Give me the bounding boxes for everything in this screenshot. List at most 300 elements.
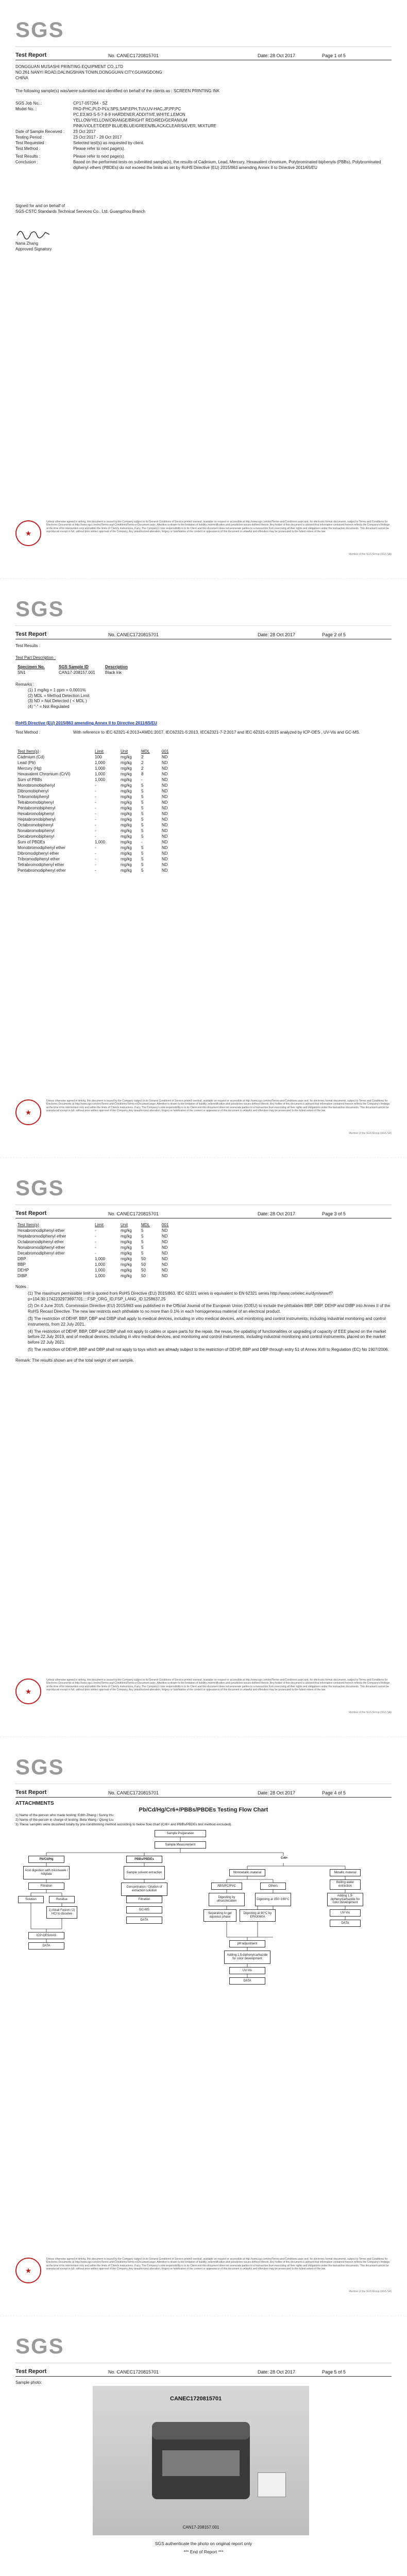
report-page-5 xyxy=(0,2316,407,2576)
table-row xyxy=(15,783,180,789)
report-header xyxy=(15,2368,392,2375)
member-text: Member of the SGS Group (SGS SA) xyxy=(349,1132,392,1136)
table-cell: Tetrabromobiphenyl xyxy=(18,800,54,805)
ruler-image xyxy=(258,2472,286,2497)
table-row xyxy=(15,794,180,800)
report-header xyxy=(15,631,392,638)
table-cell: ND xyxy=(162,1228,168,1233)
table-cell: 5 xyxy=(141,1228,144,1233)
report-header xyxy=(15,1210,392,1217)
table-cell: DIBP xyxy=(18,1274,27,1278)
table-cell: mg/kg xyxy=(121,862,132,867)
table-cell: ND xyxy=(162,857,168,861)
detail-row: Date of Sample Received : 23 Oct 2017 xyxy=(15,129,96,134)
detail-row: Test Results : Please refer to next page(s). xyxy=(15,154,125,159)
table-cell: 5 xyxy=(141,845,144,850)
table-cell: mg/kg xyxy=(121,800,132,805)
table-cell: Decabromobiphenyl xyxy=(18,834,55,839)
report-header xyxy=(15,52,392,59)
sgs-logo: SGS xyxy=(15,18,64,42)
table-cell: Lead (Pb) xyxy=(18,760,36,765)
sgs-seal-icon: ★ xyxy=(15,1679,41,1704)
specimen-row: SN1 CAN17-208157.001 Black ink xyxy=(18,670,122,675)
table-row xyxy=(15,868,180,874)
sgs-seal-icon: ★ xyxy=(15,2258,41,2283)
cr6-label: Cr6+ xyxy=(281,1857,288,1860)
table-cell: 5 xyxy=(141,800,144,805)
table-row xyxy=(15,1234,180,1240)
report-page-4 xyxy=(0,1737,407,2316)
method-label: Test Method : xyxy=(15,730,41,735)
page-number: Page 3 of 5 xyxy=(322,1211,346,1216)
alkali-fusion-box: 1) Alkali Fusion / 2) HCl to dissolve xyxy=(46,1906,77,1919)
table-cell: ND xyxy=(162,1262,168,1267)
flow-note: 2) Name of the person in charge of testing: Beta Wang / Qiong Liu xyxy=(15,1818,114,1822)
report-title: Test Report xyxy=(15,631,47,637)
data-box: DATA xyxy=(126,1917,162,1924)
table-cell: 5 xyxy=(141,828,144,833)
table-row xyxy=(15,800,180,806)
table-cell: Cadmium (Cd) xyxy=(18,755,45,759)
table-cell: - xyxy=(95,1240,96,1244)
ink-can-image xyxy=(152,2422,250,2499)
table-cell: - xyxy=(141,777,143,782)
table-cell: mg/kg xyxy=(121,755,132,759)
report-date: Date: 28 Oct 2017 xyxy=(258,1211,296,1216)
table-cell: Monobromodiphenyl ether xyxy=(18,845,65,850)
table-cell: - xyxy=(95,845,96,850)
table-cell: 50 xyxy=(141,1262,146,1267)
specimen-table xyxy=(15,665,392,676)
table-cell: 5 xyxy=(141,789,144,793)
remark-item: (2) MDL = Method Detection Limit xyxy=(28,693,90,698)
table-cell: ND xyxy=(162,834,168,839)
table-cell: Hexabromobiphenyl xyxy=(18,811,55,816)
remark-text: Remark: The results shown are of the total weight of wet sample. xyxy=(15,1358,134,1363)
report-date: Date: 28 Oct 2017 xyxy=(258,1790,296,1795)
table-cell: - xyxy=(95,794,96,799)
table-cell: ND xyxy=(162,1268,168,1273)
table-cell: ND xyxy=(162,811,168,816)
report-title: Test Report xyxy=(15,1210,47,1216)
table-cell: - xyxy=(95,862,96,867)
table-cell: mg/kg xyxy=(121,1240,132,1244)
table-cell: 5 xyxy=(141,868,144,873)
detail-row: Test Method : Please refer to next page(s). xyxy=(15,146,125,151)
table-cell: 5 xyxy=(141,862,144,867)
note-item: (4) The restriction of DEHP, BBP, DBP and DIBP shall not apply to cables or spare parts for the repair, the reuse, the updating of functionalities or upgrading of capacity of EEE placed on the market before 22 July 2019, and of medical devices, including in vitro medical devices, and monitoring and control instruments, including industrial monitoring and control instruments, placed on the market before 22 July 2021. xyxy=(28,1329,386,1345)
detail-row: Model No. : PAD-PHC,PLD-PLV,SPS,SAP,EPH,TUV,UV-HAC,JP,PP,PC xyxy=(15,107,181,111)
notes-label: Notes : xyxy=(15,1284,29,1289)
signed-for-label: Signed for and on behalf of xyxy=(15,204,65,208)
legal-fine-print: Unless otherwise agreed in writing, this document is issued by the Company subject to its General Conditions of Service printed overleaf, available on request or accessible at http://www.sgs.com/en/Terms-and-Conditions.aspx and, for electronic format documents, subject to Terms and Conditions for Electronic Documents at http://www.sgs.com/en/Terms-and-Conditions/Terms-e-Document.aspx. Attention is drawn to the limitation of liability, indemnification and jurisdiction issues defined therein. Any holder of this document is advised that information contained hereon reflects the Company's findings at the time of its intervention only and within the limits of Client's instructions, if any. The Company's sole responsibility is to its Client and this document does not exonerate parties to a transaction from exercising all their rights and obligations under the transaction documents. This document cannot be reproduced except in full, without prior written approval of the Company. Any unauthorized alteration, forgery or falsification of the content or appearance of this document is unlawful and offenders may be prosecuted to the fullest extent of the law. xyxy=(46,1679,390,1691)
abs-pc-pvc-box: ABS/PC/PVC xyxy=(211,1883,242,1890)
filtration-box: Filtration xyxy=(28,1883,64,1890)
detail-row: PC,E3,M3-S-5-7-8-9 HARDENER,ADDITIVE,WHITE,LEMON xyxy=(73,112,185,117)
table-cell: Mercury (Hg) xyxy=(18,766,42,771)
ph-adjustment-box: pH adjustment xyxy=(229,1940,265,1947)
conclusion-row: Conclusion : Based on the performed tests on submitted sample(s), the results of Cadmium, Lead, Mercury, Hexavalent chromium, Polybrominated biphenyls (PBBs), Polybrominated diphenyl ethers (PBDEs) do not exceed the limits as set by RoHS Directive (EU) 2015/863 amending Annex II to Directive 2011/65/EU xyxy=(15,160,381,170)
table-cell: ND xyxy=(162,766,168,771)
table-cell: - xyxy=(95,851,96,856)
table-row xyxy=(15,1274,180,1279)
residue-box: Residue xyxy=(49,1896,75,1903)
table-row xyxy=(15,1262,180,1268)
divider xyxy=(15,625,392,626)
table-cell: - xyxy=(95,1245,96,1250)
table-cell: mg/kg xyxy=(121,1257,132,1261)
flow-note: 1) Name of the person who made testing: Edith Zhang / Sunny Hu xyxy=(15,1814,114,1817)
notes xyxy=(15,1284,392,1364)
legal-footer xyxy=(15,520,392,556)
report-header xyxy=(15,1789,392,1796)
table-cell: mg/kg xyxy=(121,777,132,782)
report-number: No. CANEC1720815701 xyxy=(108,1211,159,1216)
table-header-row: Test Item(s) Limit Unit MDL 001 xyxy=(18,749,169,754)
table-row xyxy=(15,766,180,772)
table-cell: BBP xyxy=(18,1262,26,1267)
filtration-box: Filtration xyxy=(126,1896,162,1903)
sample-preparation-box: Sample Preparation xyxy=(155,1830,206,1837)
table-cell: - xyxy=(141,840,143,844)
table-cell: - xyxy=(95,1234,96,1239)
table-row xyxy=(15,857,180,862)
table-cell: ND xyxy=(162,1240,168,1244)
table-cell: Dibromodiphenyl ether xyxy=(18,851,59,856)
table-cell: 8 xyxy=(141,772,144,776)
table-cell: 1,000 xyxy=(95,760,106,765)
table-cell: 5 xyxy=(141,811,144,816)
table-cell: Sum of PBBs xyxy=(18,777,42,782)
table-cell: ND xyxy=(162,851,168,856)
table-cell: 5 xyxy=(141,1240,144,1244)
table-cell: mg/kg xyxy=(121,1268,132,1273)
legal-fine-print: Unless otherwise agreed in writing, this document is issued by the Company subject to its General Conditions of Service printed overleaf, available on request or accessible at http://www.sgs.com/en/Terms-and-Conditions.aspx and, for electronic format documents, subject to Terms and Conditions for Electronic Documents at http://www.sgs.com/en/Terms-and-Conditions/Terms-e-Document.aspx. Attention is drawn to the limitation of liability, indemnification and jurisdiction issues defined therein. Any holder of this document is advised that information contained hereon reflects the Company's findings at the time of its intervention only and within the limits of Client's instructions, if any. The Company's sole responsibility is to its Client and this document does not exonerate parties to a transaction from exercising all their rights and obligations under the transaction documents. This document cannot be reproduced except in full, without prior written approval of the Company. Any unauthorized alteration, forgery or falsification of the content or appearance of this document is unlawful and offenders may be prosecuted to the fullest extent of the law. xyxy=(46,2258,390,2270)
table-cell: - xyxy=(95,789,96,793)
table-cell: 5 xyxy=(141,783,144,788)
color-development-box: Adding 1,5-diphenylcarbazide for color development xyxy=(224,1951,270,1964)
test-method xyxy=(15,730,392,742)
legal-fine-print: Unless otherwise agreed in writing, this document is issued by the Company subject to its General Conditions of Service printed overleaf, available on request or accessible at http://www.sgs.com/en/Terms-and-Conditions.aspx and, for electronic format documents, subject to Terms and Conditions for Electronic Documents at http://www.sgs.com/en/Terms-and-Conditions/Terms-e-Document.aspx. Attention is drawn to the limitation of liability, indemnification and jurisdiction issues defined therein. Any holder of this document is advised that information contained hereon reflects the Company's findings at the time of its intervention only and within the limits of Client's instructions, if any. The Company's sole responsibility is to its Client and this document does not exonerate parties to a transaction from exercising all their rights and obligations under the transaction documents. This document cannot be reproduced except in full, without prior written approval of the Company. Any unauthorized alteration, forgery or falsification of the content or appearance of this document is unlawful and offenders may be prosecuted to the fullest extent of the law. xyxy=(46,520,390,533)
sample-measurement-box: Sample Measurement xyxy=(155,1841,206,1849)
attachments-title: ATTACHMENTS xyxy=(15,1801,54,1806)
table-cell: - xyxy=(95,783,96,788)
table-cell: Decabromodiphenyl ether xyxy=(18,1251,65,1256)
table-cell: ND xyxy=(162,1257,168,1261)
table-cell: Dibromobiphenyl xyxy=(18,789,49,793)
report-number: No. CANEC1720815701 xyxy=(108,2369,159,2375)
detail-row: YELLOW/YELLOW/ORANGE/BRIGHT RED/RED/GERANIUM xyxy=(73,118,188,123)
divider xyxy=(15,2376,392,2377)
table-cell: mg/kg xyxy=(121,772,132,776)
table-cell: 5 xyxy=(141,823,144,827)
photo-sample-id: CAN17-208157.001 xyxy=(182,2525,219,2530)
legal-footer xyxy=(15,1679,392,1715)
rohs-title: RoHS Directive (EU) 2015/863 amending Annex II to Directive 2011/65/EU xyxy=(15,721,157,725)
digesting-ultrasonication-box: Digesting by ultrasonication xyxy=(209,1893,245,1906)
page-number: Page 5 of 5 xyxy=(322,2369,346,2375)
table-cell: mg/kg xyxy=(121,823,132,827)
table-cell: mg/kg xyxy=(121,1274,132,1278)
data-box: DATA xyxy=(330,1920,361,1927)
end-of-report: *** End of Report *** xyxy=(183,2549,224,2554)
table-cell: Octabromodiphenyl ether xyxy=(18,1240,64,1244)
table-row xyxy=(15,834,180,840)
nonmetallic-material-box: Nonmetallic material xyxy=(229,1869,265,1876)
table-cell: ND xyxy=(162,817,168,822)
table-cell: mg/kg xyxy=(121,868,132,873)
table-cell: Nonabromobiphenyl xyxy=(18,828,55,833)
table-cell: 1,000 xyxy=(95,777,106,782)
table-cell: Heptabromodiphenyl ether xyxy=(18,1234,66,1239)
table-row xyxy=(15,777,180,783)
table-cell: Tribromodiphenyl ether xyxy=(18,857,60,861)
signature-block xyxy=(15,204,392,252)
table-cell: 50 xyxy=(141,1257,146,1261)
table-cell: mg/kg xyxy=(121,794,132,799)
table-cell: - xyxy=(95,811,96,816)
table-cell: - xyxy=(95,834,96,839)
table-cell: mg/kg xyxy=(121,1251,132,1256)
others-box: Others xyxy=(260,1883,286,1890)
table-cell: 100 xyxy=(95,755,102,759)
table-cell: Pentabromodiphenyl ether xyxy=(18,868,66,873)
flow-notes xyxy=(15,1814,392,1827)
table-row xyxy=(15,862,180,868)
table-cell: - xyxy=(95,800,96,805)
table-cell: - xyxy=(95,823,96,827)
client-country: CHINA xyxy=(15,75,28,80)
table-row xyxy=(15,1268,180,1274)
sgs-logo: SGS xyxy=(15,597,64,621)
table-cell: 2 xyxy=(141,760,144,765)
table-cell: Monobromobiphenyl xyxy=(18,783,55,788)
test-part-label: Test Part Description : xyxy=(15,655,56,660)
test-results-label: Test Results : xyxy=(15,643,41,648)
table-cell: Tetrabromodiphenyl ether xyxy=(18,862,64,867)
remark-item: (1) 1 mg/kg = 1 ppm = 0.0001% xyxy=(28,687,86,692)
note-item: (2) On 4 June 2015, Commission Directive (EU) 2015/863 was published in the Official Journal of the European Union (OJEU) to include the phthalates BBP, DBP, DEHP and DIBP into Annex II of the RoHS Recast Directive. The new law restricts each phthalate to no more than 0.1% in each homogeneous material of an electrical product. xyxy=(28,1303,391,1314)
table-row xyxy=(15,1245,180,1251)
table-cell: - xyxy=(95,1228,96,1233)
report-date: Date: 28 Oct 2017 xyxy=(258,53,296,58)
table-cell: mg/kg xyxy=(121,845,132,850)
legal-footer xyxy=(15,1099,392,1136)
table-cell: 5 xyxy=(141,817,144,822)
table-cell: DBP xyxy=(18,1257,26,1261)
table-cell: ND xyxy=(162,862,168,867)
sgs-seal-icon: ★ xyxy=(15,520,41,546)
table-row xyxy=(15,845,180,851)
table-cell: mg/kg xyxy=(121,806,132,810)
photo-report-id: CANEC1720815701 xyxy=(170,2396,222,2402)
remarks xyxy=(15,682,392,710)
table-row xyxy=(15,811,180,817)
pbbs-pbdes-box: PBBs/PBDEs xyxy=(126,1856,162,1863)
table-cell: mg/kg xyxy=(121,760,132,765)
table-cell: 5 xyxy=(141,851,144,856)
table-cell: ND xyxy=(162,1234,168,1239)
note-item: (3) The restriction of DEHP, BBP, DBP and DIBP shall apply to medical devices, including in vitro medical devices, and monitoring and control instruments, including industrial monitoring and control instruments, from 22 July 2021. xyxy=(28,1316,386,1327)
note-item: (5) The restriction of DEHP, BBP and DBP shall not apply to toys which are already subject to the restriction of DEHP, BBP and DBP through entry 51 of Annex XVII to Regulation (EC) No 1907/2006. xyxy=(28,1347,389,1352)
table-cell: mg/kg xyxy=(121,811,132,816)
table-cell: 5 xyxy=(141,806,144,810)
table-cell: 1,000 xyxy=(95,1268,106,1273)
table-cell: ND xyxy=(162,823,168,827)
table-cell: 1,000 xyxy=(95,840,106,844)
report-number: No. CANEC1720815701 xyxy=(108,632,159,637)
table-cell: DEHP xyxy=(18,1268,29,1273)
acid-digestion-box: Acid digestion with microwave / hotplate xyxy=(23,1866,70,1879)
table-row xyxy=(15,828,180,834)
flow-note: 3) These samples were dissolved totally by pre-conditioning method according to below flow chart (Cr6+ and PBBs/PBDEs test method excluded). xyxy=(15,1822,232,1826)
table-cell: ND xyxy=(162,760,168,765)
table-cell: 5 xyxy=(141,834,144,839)
table-cell: ND xyxy=(162,1245,168,1250)
legal-fine-print: Unless otherwise agreed in writing, this document is issued by the Company subject to its General Conditions of Service printed overleaf, available on request or accessible at http://www.sgs.com/en/Terms-and-Conditions.aspx and, for electronic format documents, subject to Terms and Conditions for Electronic Documents at http://www.sgs.com/en/Terms-and-Conditions/Terms-e-Document.aspx. Attention is drawn to the limitation of liability, indemnification and jurisdiction issues defined therein. Any holder of this document is advised that information contained hereon reflects the Company's findings at the time of its intervention only and within the limits of Client's instructions, if any. The Company's sole responsibility is to its Client and this document does not exonerate parties to a transaction from exercising all their rights and obligations under the transaction documents. This document cannot be reproduced except in full, without prior written approval of the Company. Any unauthorized alteration, forgery or falsification of the content or appearance of this document is unlawful and offenders may be prosecuted to the fullest extent of the law. xyxy=(46,1099,390,1112)
table-cell: - xyxy=(95,1251,96,1256)
table-cell: Hexavalent Chromium (CrVI) xyxy=(18,772,71,776)
table-cell: 5 xyxy=(141,1251,144,1256)
table-row xyxy=(15,817,180,823)
table-cell: ND xyxy=(162,840,168,844)
flow-chart-title: Pb/Cd/Hg/Cr6+/PBBs/PBDEs Testing Flow Chart xyxy=(139,1807,268,1813)
signed-company: SGS-CSTC Standards Technical Services Co., Ltd. Guangzhou Branch xyxy=(15,209,145,214)
table-cell: ND xyxy=(162,828,168,833)
table-cell: ND xyxy=(162,755,168,759)
report-date: Date: 28 Oct 2017 xyxy=(258,632,296,637)
table-cell: 5 xyxy=(141,794,144,799)
separating-box: Separating to get aqueous phase xyxy=(204,1909,236,1922)
detail-row: Test Requested : Selected test(s) as requested by client. xyxy=(15,141,144,145)
sample-details xyxy=(15,101,392,177)
divider xyxy=(15,1797,392,1798)
metallic-material-box: Metallic material xyxy=(330,1869,361,1876)
table-cell: mg/kg xyxy=(121,1245,132,1250)
table-cell: Pentabromobiphenyl xyxy=(18,806,56,810)
data-box: DATA xyxy=(229,1977,265,1985)
table-row xyxy=(15,1257,180,1262)
table-row xyxy=(15,760,180,766)
table-row xyxy=(15,1228,180,1234)
sample-photo xyxy=(93,2386,309,2535)
table-cell: Hexabromodiphenyl ether xyxy=(18,1228,65,1233)
table-cell: 1,000 xyxy=(95,1274,106,1278)
page-number: Page 1 of 5 xyxy=(322,53,346,58)
report-number: No. CANEC1720815701 xyxy=(108,53,159,58)
method-text: With reference to IEC 62321-4:2013+AMD1:2017, IEC62321-5:2013, IEC62321-7-2:2017 and IEC 62321-6:2015 analyzed by ICP-OES , UV-Vis and GC-MS. xyxy=(73,730,360,735)
report-title: Test Report xyxy=(15,52,47,58)
icp-oes-box: ICP-OES/AAS xyxy=(28,1932,64,1939)
legal-footer xyxy=(15,2258,392,2294)
member-text: Member of the SGS Group (SGS SA) xyxy=(349,553,392,556)
table-cell: ND xyxy=(162,794,168,799)
table-cell: ND xyxy=(162,777,168,782)
table-cell: Sum of PBDEs xyxy=(18,840,45,844)
testing-flow-chart xyxy=(15,1829,392,2117)
report-title: Test Report xyxy=(15,2368,47,2375)
report-page-3 xyxy=(0,1158,407,1737)
sgs-logo: SGS xyxy=(15,1755,64,1779)
table-cell: mg/kg xyxy=(121,851,132,856)
sgs-logo: SGS xyxy=(15,1176,64,1200)
sgs-seal-icon: ★ xyxy=(15,1099,41,1125)
table-cell: ND xyxy=(162,806,168,810)
table-row xyxy=(15,1251,180,1257)
table-row xyxy=(15,806,180,811)
remarks-label: Remarks : xyxy=(15,682,35,687)
table-cell: mg/kg xyxy=(121,1228,132,1233)
table-cell: Octabromobiphenyl xyxy=(18,823,54,827)
table-cell: mg/kg xyxy=(121,789,132,793)
solution-box: Solution xyxy=(18,1896,44,1903)
table-cell: 2 xyxy=(141,755,144,759)
signer-name: Nana Zhang xyxy=(15,241,39,246)
table-cell: 50 xyxy=(141,1274,146,1278)
table-cell: ND xyxy=(162,772,168,776)
table-cell: mg/kg xyxy=(121,783,132,788)
table-cell: 2 xyxy=(141,766,144,771)
note-item: (1) The maximum permissible limit is quoted from RoHS Directive (EU) 2015/863. IEC 62321 series is equivalent to EN 62321 series http://www.cenelec.eu/dyn/www/f?p=104:30:1742232973697701::::FSP_ORG_ID,FSP_LANG_ID:1258637,25 xyxy=(28,1291,333,1301)
table-cell: 1,000 xyxy=(95,1257,106,1261)
table-row xyxy=(15,823,180,828)
boiling-water-box: Boiling water extraction xyxy=(330,1879,361,1890)
client-address: NO.261 NANYI ROAD,DALINGSHAN TOWN,DONGGUAN CITY,GUANGDONG xyxy=(15,70,162,75)
table-cell: - xyxy=(95,868,96,873)
report-title: Test Report xyxy=(15,1789,47,1795)
table-cell: ND xyxy=(162,1274,168,1278)
gc-ms-box: GC-MS xyxy=(126,1906,162,1913)
table-cell: 5 xyxy=(141,1245,144,1250)
client-company: DONGGUAN MUSASHI PRINTING EQUIPMENT CO.,LTD xyxy=(15,64,124,69)
table-cell: mg/kg xyxy=(121,834,132,839)
table-cell: mg/kg xyxy=(121,828,132,833)
remark-item: (3) ND = Not Detected ( < MDL ) xyxy=(28,699,87,704)
table-cell: ND xyxy=(162,1251,168,1256)
color-development-box: Adding 1,5-diphenylcarbazide for color development xyxy=(327,1893,363,1906)
table-row xyxy=(15,851,180,857)
table-cell: 1,000 xyxy=(95,772,106,776)
table-cell: - xyxy=(95,817,96,822)
table-cell: ND xyxy=(162,800,168,805)
detail-row: PINK/VIOLET/DEEP BLUE/BLUE/GREEN/BLACK/CLEAR/SILVER, MIXTURE xyxy=(73,124,217,128)
table-cell: mg/kg xyxy=(121,840,132,844)
client-info xyxy=(15,64,392,81)
remark-item: (4) "-" = Not Regulated xyxy=(28,704,70,709)
concentration-box: Concentration / Dilution of extraction solution xyxy=(121,1883,167,1896)
table-cell: ND xyxy=(162,789,168,793)
table-cell: mg/kg xyxy=(121,766,132,771)
table-cell: mg/kg xyxy=(121,1262,132,1267)
table-cell: Nonabromodiphenyl ether xyxy=(18,1245,65,1250)
specimen-header-row: Specimen No. SGS Sample ID Description xyxy=(18,665,128,669)
table-cell: - xyxy=(95,828,96,833)
table-cell: 50 xyxy=(141,1268,146,1273)
data-box: DATA xyxy=(28,1942,64,1950)
table-cell: 5 xyxy=(141,1234,144,1239)
table-cell: ND xyxy=(162,783,168,788)
signer-title: Approved Signatory xyxy=(15,247,52,252)
uv-vis-box: UV-Vis xyxy=(330,1909,361,1917)
uv-vis-box: UV-Vis xyxy=(229,1967,265,1974)
table-row xyxy=(15,1240,180,1245)
divider xyxy=(15,46,392,47)
table-cell: mg/kg xyxy=(121,1234,132,1239)
table-cell: - xyxy=(95,806,96,810)
table-cell: mg/kg xyxy=(121,817,132,822)
report-number: No. CANEC1720815701 xyxy=(108,1790,159,1795)
table-cell: mg/kg xyxy=(121,857,132,861)
